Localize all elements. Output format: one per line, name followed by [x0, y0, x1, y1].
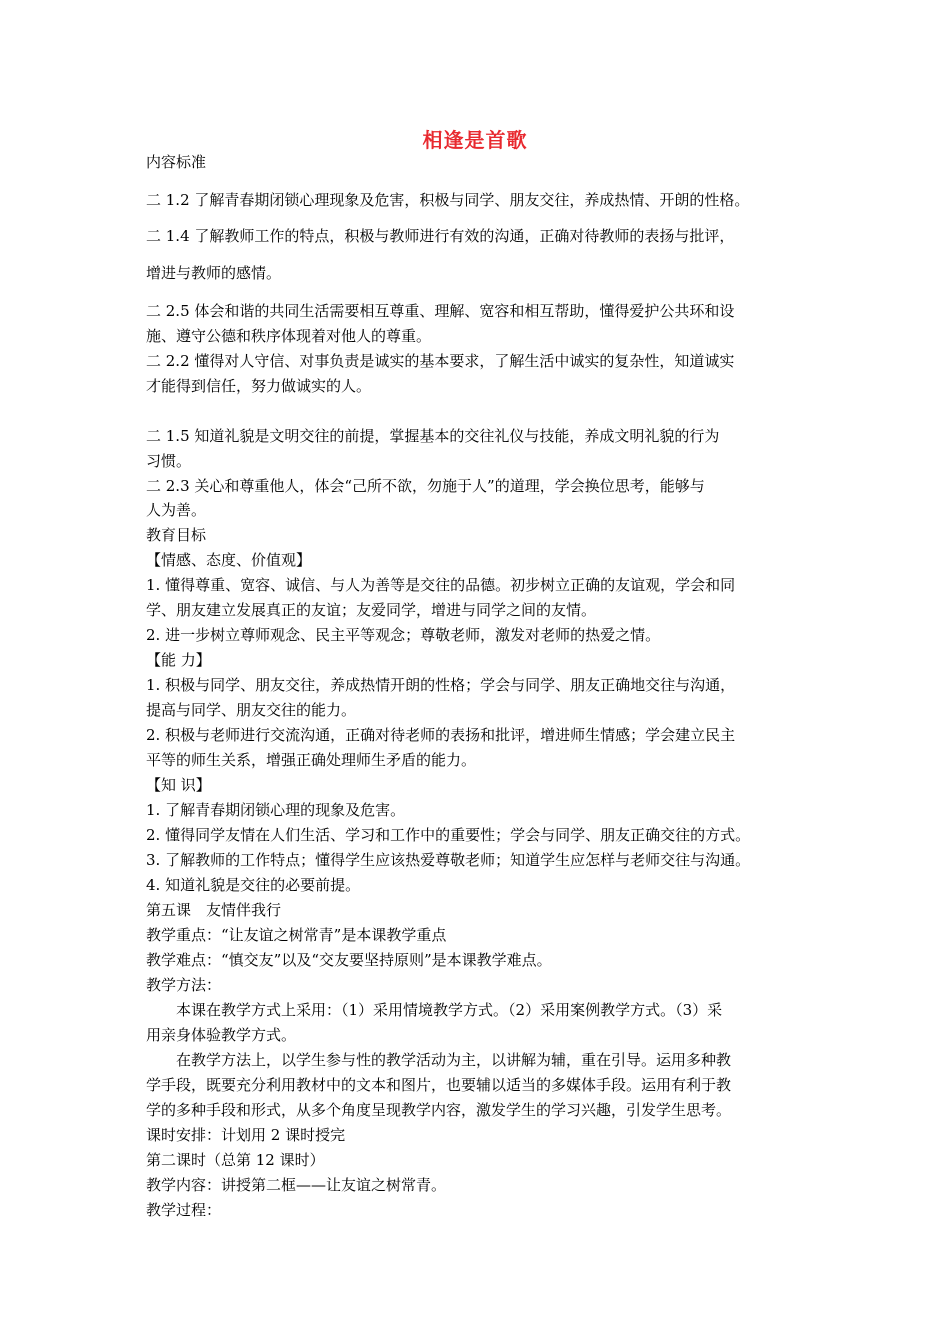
process-heading: 教学过程： [146, 1201, 222, 1219]
paragraph-line: 学手段，既要充分利用教材中的文本和图片，也要辅以适当的多媒体手段。运用有利于教 [146, 1076, 732, 1094]
goal-line: 提高与同学、朋友交往的能力。 [146, 701, 357, 719]
standard-line: 二 2.3 关心和尊重他人，体会“己所不欲，勿施于人”的道理，学会换位思考，能够与 [146, 477, 705, 495]
goal-line: 2. 积极与老师进行交流沟通，正确对待老师的表扬和批评，增进师生情感；学会建立民主 [146, 726, 736, 744]
period-line: 第二课时（总第 12 课时） [146, 1151, 325, 1169]
subsection-heading: 【情感、态度、价值观】 [146, 551, 312, 569]
goal-line: 学、朋友建立发展真正的友谊；友爱同学，增进与同学之间的友情。 [146, 601, 597, 619]
teaching-focus: 教学重点：“让友谊之树常青”是本课教学重点 [146, 926, 447, 944]
goal-line: 4. 知道礼貌是交往的必要前提。 [146, 876, 361, 894]
document-title: 相逢是首歌 [422, 128, 528, 152]
goal-line: 1. 懂得尊重、宽容、诚信、与人为善等是交往的品德。初步树立正确的友谊观，学会和同 [146, 576, 736, 594]
goal-line: 1. 了解青春期闭锁心理的现象及危害。 [146, 801, 406, 819]
standard-line: 才能得到信任，努力做诚实的人。 [146, 377, 372, 395]
standard-line: 二 1.5 知道礼貌是文明交往的前提，掌握基本的交往礼仪与技能，养成文明礼貌的行为 [146, 427, 720, 445]
paragraph-line: 学的多种手段和形式，从多个角度呈现教学内容，激发学生的学习兴趣，引发学生思考。 [146, 1101, 732, 1119]
schedule-line: 课时安排：计划用 2 课时授完 [146, 1126, 346, 1144]
goal-line: 2. 进一步树立尊师观念、民主平等观念；尊敬老师，激发对老师的热爱之情。 [146, 626, 661, 644]
section-heading-content-standard: 内容标准 [146, 153, 207, 171]
goal-line: 1. 积极与同学、朋友交往，养成热情开朗的性格；学会与同学、朋友正确地交往与沟通， [146, 676, 736, 694]
subsection-heading: 【能 力】 [146, 651, 211, 669]
teaching-method-heading: 教学方法： [146, 976, 222, 994]
goal-line: 平等的师生关系，增强正确处理师生矛盾的能力。 [146, 751, 477, 769]
section-heading-goals: 教育目标 [146, 526, 207, 544]
paragraph-line: 用亲身体验教学方式。 [146, 1026, 297, 1044]
content-line: 教学内容：讲授第二框——让友谊之树常青。 [146, 1176, 447, 1194]
paragraph-line: 在教学方法上，以学生参与性的教学活动为主，以讲解为辅，重在引导。运用多种教 [176, 1051, 732, 1069]
standard-line: 习惯。 [146, 452, 192, 470]
subsection-heading: 【知 识】 [146, 776, 211, 794]
standard-line: 人为善。 [146, 501, 207, 519]
teaching-difficulty: 教学难点：“慎交友”以及“交友要坚持原则”是本课教学难点。 [146, 951, 552, 969]
standard-line: 二 1.4 了解教师工作的特点，积极与教师进行有效的沟通，正确对待教师的表扬与批评， [146, 227, 735, 245]
paragraph-line: 本课在教学方式上采用：（1）采用情境教学方式。（2）采用案例教学方式。（3）采 [176, 1001, 723, 1019]
standard-line: 二 2.5 体会和谐的共同生活需要相互尊重、理解、宽容和相互帮助，懂得爱护公共环和设 [146, 302, 735, 320]
standard-line: 二 1.2 了解青春期闭锁心理现象及危害，积极与同学、朋友交往，养成热情、开朗的性格。 [146, 191, 750, 209]
standard-line: 施、遵守公德和秩序体现着对他人的尊重。 [146, 327, 432, 345]
standard-line: 增进与教师的感情。 [146, 264, 282, 282]
standard-line: 二 2.2 懂得对人守信、对事负责是诚实的基本要求，了解生活中诚实的复杂性，知道诚实 [146, 352, 735, 370]
lesson-title: 第五课 友情伴我行 [146, 901, 282, 919]
goal-line: 2. 懂得同学友情在人们生活、学习和工作中的重要性；学会与同学、朋友正确交往的方式。 [146, 826, 751, 844]
goal-line: 3. 了解教师的工作特点；懂得学生应该热爱尊敬老师；知道学生应怎样与老师交往与沟通。 [146, 851, 751, 869]
